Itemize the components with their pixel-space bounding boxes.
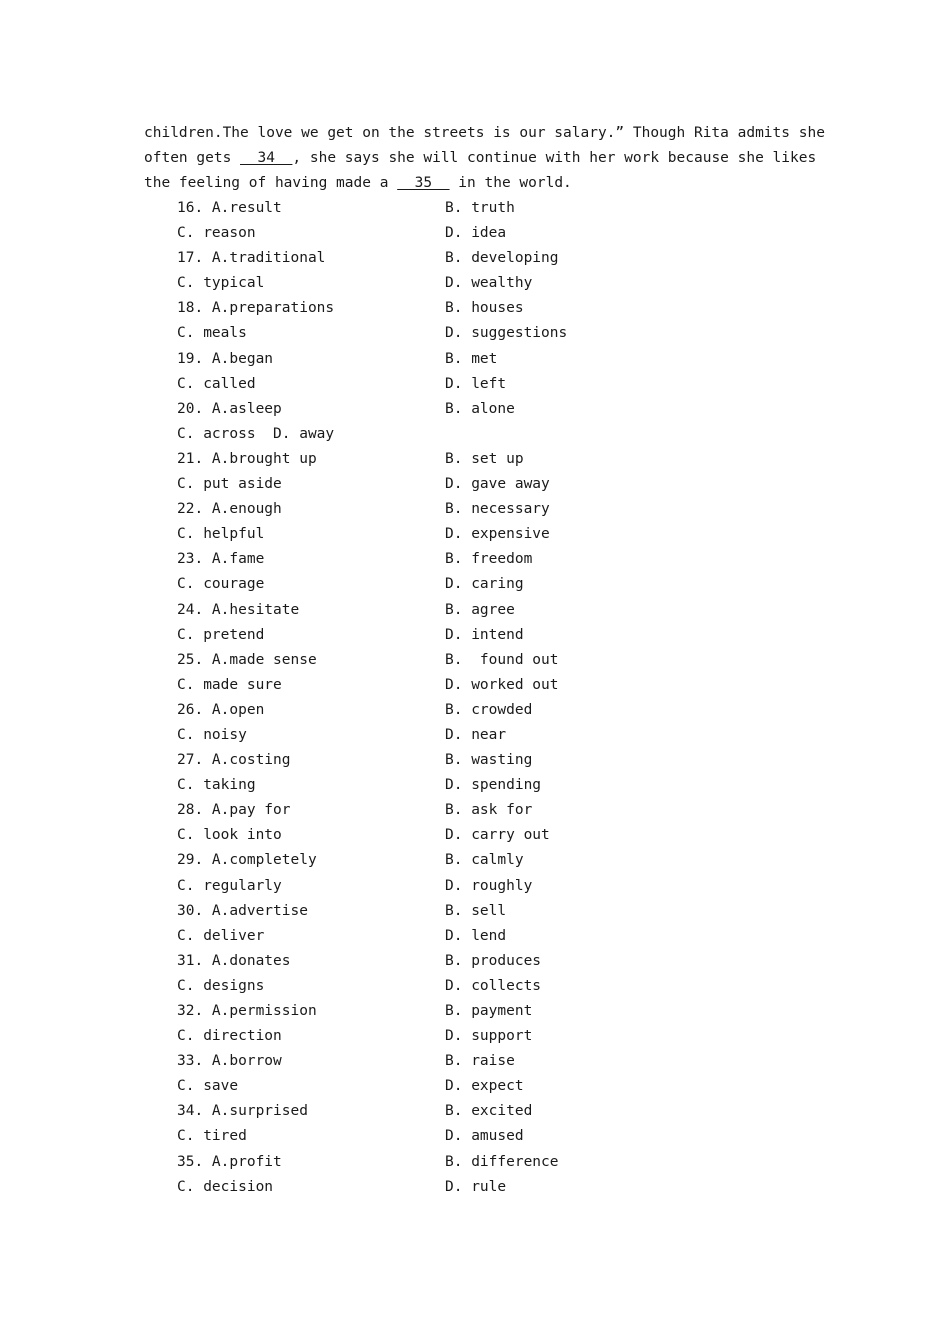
option-row — [0, 321, 950, 346]
passage-text: often gets — [144, 150, 241, 167]
option-right: D. amused — [445, 1128, 524, 1145]
passage-paragraph — [144, 121, 825, 196]
option-row — [0, 1124, 950, 1149]
option-right: B. produces — [445, 952, 542, 969]
option-right: B. developing — [445, 250, 559, 267]
option-row — [0, 648, 950, 673]
option-left: C. meals — [177, 325, 247, 342]
passage-text: the feeling of having made a — [144, 175, 398, 192]
option-right: D. intend — [445, 626, 524, 643]
option-right: B. payment — [445, 1003, 533, 1019]
option-right: D. wealthy — [445, 275, 533, 292]
option-left: C. save — [177, 1078, 239, 1095]
passage-text: , she says she will continue with her work because she likes — [292, 150, 817, 167]
option-left: C. called — [177, 375, 256, 392]
option-right: B. excited — [445, 1103, 533, 1120]
option-left: 26. A.open — [177, 701, 265, 718]
option-row — [0, 372, 950, 397]
option-row — [0, 949, 950, 974]
option-row — [0, 472, 950, 497]
option-left: 19. A.began — [177, 350, 274, 367]
option-left: 33. A.borrow — [177, 1053, 282, 1070]
option-left: C. look into — [177, 827, 282, 844]
option-right: B. difference — [445, 1153, 559, 1170]
option-right: D. lend — [445, 927, 507, 944]
option-row — [0, 547, 950, 572]
option-right: B. calmly — [445, 852, 524, 869]
passage-line: children.The love we get on the streets is our salary.” Though Rita admits she — [144, 125, 825, 141]
option-left: 29. A.completely — [177, 852, 317, 869]
option-row — [0, 848, 950, 873]
option-row — [0, 296, 950, 321]
option-left: C. noisy — [177, 726, 247, 743]
option-row — [0, 221, 950, 246]
option-right: B. raise — [445, 1053, 515, 1070]
option-row — [0, 823, 950, 848]
option-row — [0, 723, 950, 748]
option-row — [0, 598, 950, 623]
option-row — [0, 347, 950, 372]
option-row — [0, 673, 950, 698]
option-row — [0, 422, 950, 447]
option-right: B. sell — [445, 902, 507, 919]
option-left: C. tired — [177, 1128, 247, 1145]
option-right: B. set up — [445, 450, 524, 467]
option-left: C. put aside — [177, 476, 282, 493]
option-left: 16. A.result — [177, 200, 282, 216]
option-left: 35. A.profit — [177, 1153, 282, 1170]
option-row — [0, 999, 950, 1024]
option-right: B. wasting — [445, 752, 533, 769]
option-row — [0, 623, 950, 648]
passage-line — [144, 171, 806, 196]
option-row — [0, 974, 950, 999]
option-right: B. truth — [445, 200, 515, 216]
option-right: B. found out — [445, 651, 559, 668]
option-left: C. typical — [177, 275, 265, 292]
option-left: 21. A.brought up — [177, 450, 317, 467]
option-left: 28. A.pay for — [177, 802, 291, 819]
option-left: C. made sure — [177, 676, 282, 693]
option-row — [0, 1175, 950, 1200]
option-row — [0, 1150, 950, 1175]
option-left: 27. A.costing — [177, 752, 291, 769]
option-right: D. expect — [445, 1078, 524, 1095]
option-right: D. near — [445, 726, 507, 743]
option-left: C. reason — [177, 225, 256, 242]
passage-text: in the world. — [449, 175, 572, 192]
option-row — [0, 1099, 950, 1124]
option-right: D. expensive — [445, 526, 550, 543]
passage-line — [144, 146, 817, 171]
option-left: 25. A.made sense — [177, 651, 317, 668]
option-right: B. ask for — [445, 802, 533, 819]
option-right: D. collects — [445, 977, 542, 994]
option-row — [0, 271, 950, 296]
option-row — [0, 1074, 950, 1099]
option-right: B. crowded — [445, 701, 533, 718]
option-left: 22. A.enough — [177, 501, 282, 518]
option-row — [0, 899, 950, 924]
option-right: B. met — [445, 350, 498, 367]
option-row — [0, 773, 950, 798]
option-row — [0, 572, 950, 597]
option-left: 18. A.preparations — [177, 300, 335, 317]
option-left: C. regularly — [177, 877, 282, 894]
option-row — [0, 1024, 950, 1049]
option-right: B. agree — [445, 601, 515, 618]
option-left: 30. A.advertise — [177, 902, 308, 919]
option-right: B. alone — [445, 400, 515, 417]
option-left: C. direction — [177, 1028, 282, 1045]
option-right: B. freedom — [445, 551, 533, 568]
option-row — [0, 196, 950, 221]
option-row — [0, 1049, 950, 1074]
answer-options-list — [0, 196, 950, 1200]
option-row — [0, 397, 950, 422]
option-left: C. deliver — [177, 927, 265, 944]
option-left: 24. A.hesitate — [177, 601, 300, 618]
option-right: D. spending — [445, 777, 542, 794]
option-row — [0, 522, 950, 547]
option-row — [0, 497, 950, 522]
option-right: D. carry out — [445, 827, 550, 844]
option-left: C. pretend — [177, 626, 265, 643]
option-left: C. decision — [177, 1178, 274, 1195]
option-left: 34. A.surprised — [177, 1103, 308, 1120]
option-right: D. suggestions — [445, 325, 568, 342]
option-right: D. gave away — [445, 476, 550, 493]
option-right: D. idea — [445, 225, 507, 242]
option-right: D. left — [445, 375, 507, 392]
option-left: 23. A.fame — [177, 551, 265, 568]
blank-34: 34 — [240, 150, 293, 167]
option-left: 32. A.permission — [177, 1003, 317, 1019]
option-left: C. taking — [177, 777, 256, 794]
option-left: C. across D. away — [177, 425, 335, 442]
option-right: D. support — [445, 1028, 533, 1045]
option-left: C. helpful — [177, 526, 265, 543]
blank-35: 35 — [397, 175, 450, 192]
option-row — [0, 447, 950, 472]
option-row — [0, 748, 950, 773]
option-left: 31. A.donates — [177, 952, 291, 969]
option-left: 17. A.traditional — [177, 250, 326, 267]
option-right: D. caring — [445, 576, 524, 593]
option-right: D. roughly — [445, 877, 533, 894]
option-left: 20. A.asleep — [177, 400, 282, 417]
option-left: C. courage — [177, 576, 265, 593]
option-right: B. necessary — [445, 501, 550, 518]
option-row — [0, 798, 950, 823]
option-row — [0, 874, 950, 899]
option-right: D. rule — [445, 1178, 507, 1195]
option-row — [0, 246, 950, 271]
option-right: B. houses — [445, 300, 524, 317]
option-row — [0, 924, 950, 949]
option-right: D. worked out — [445, 676, 559, 693]
option-row — [0, 698, 950, 723]
option-left: C. designs — [177, 977, 265, 994]
